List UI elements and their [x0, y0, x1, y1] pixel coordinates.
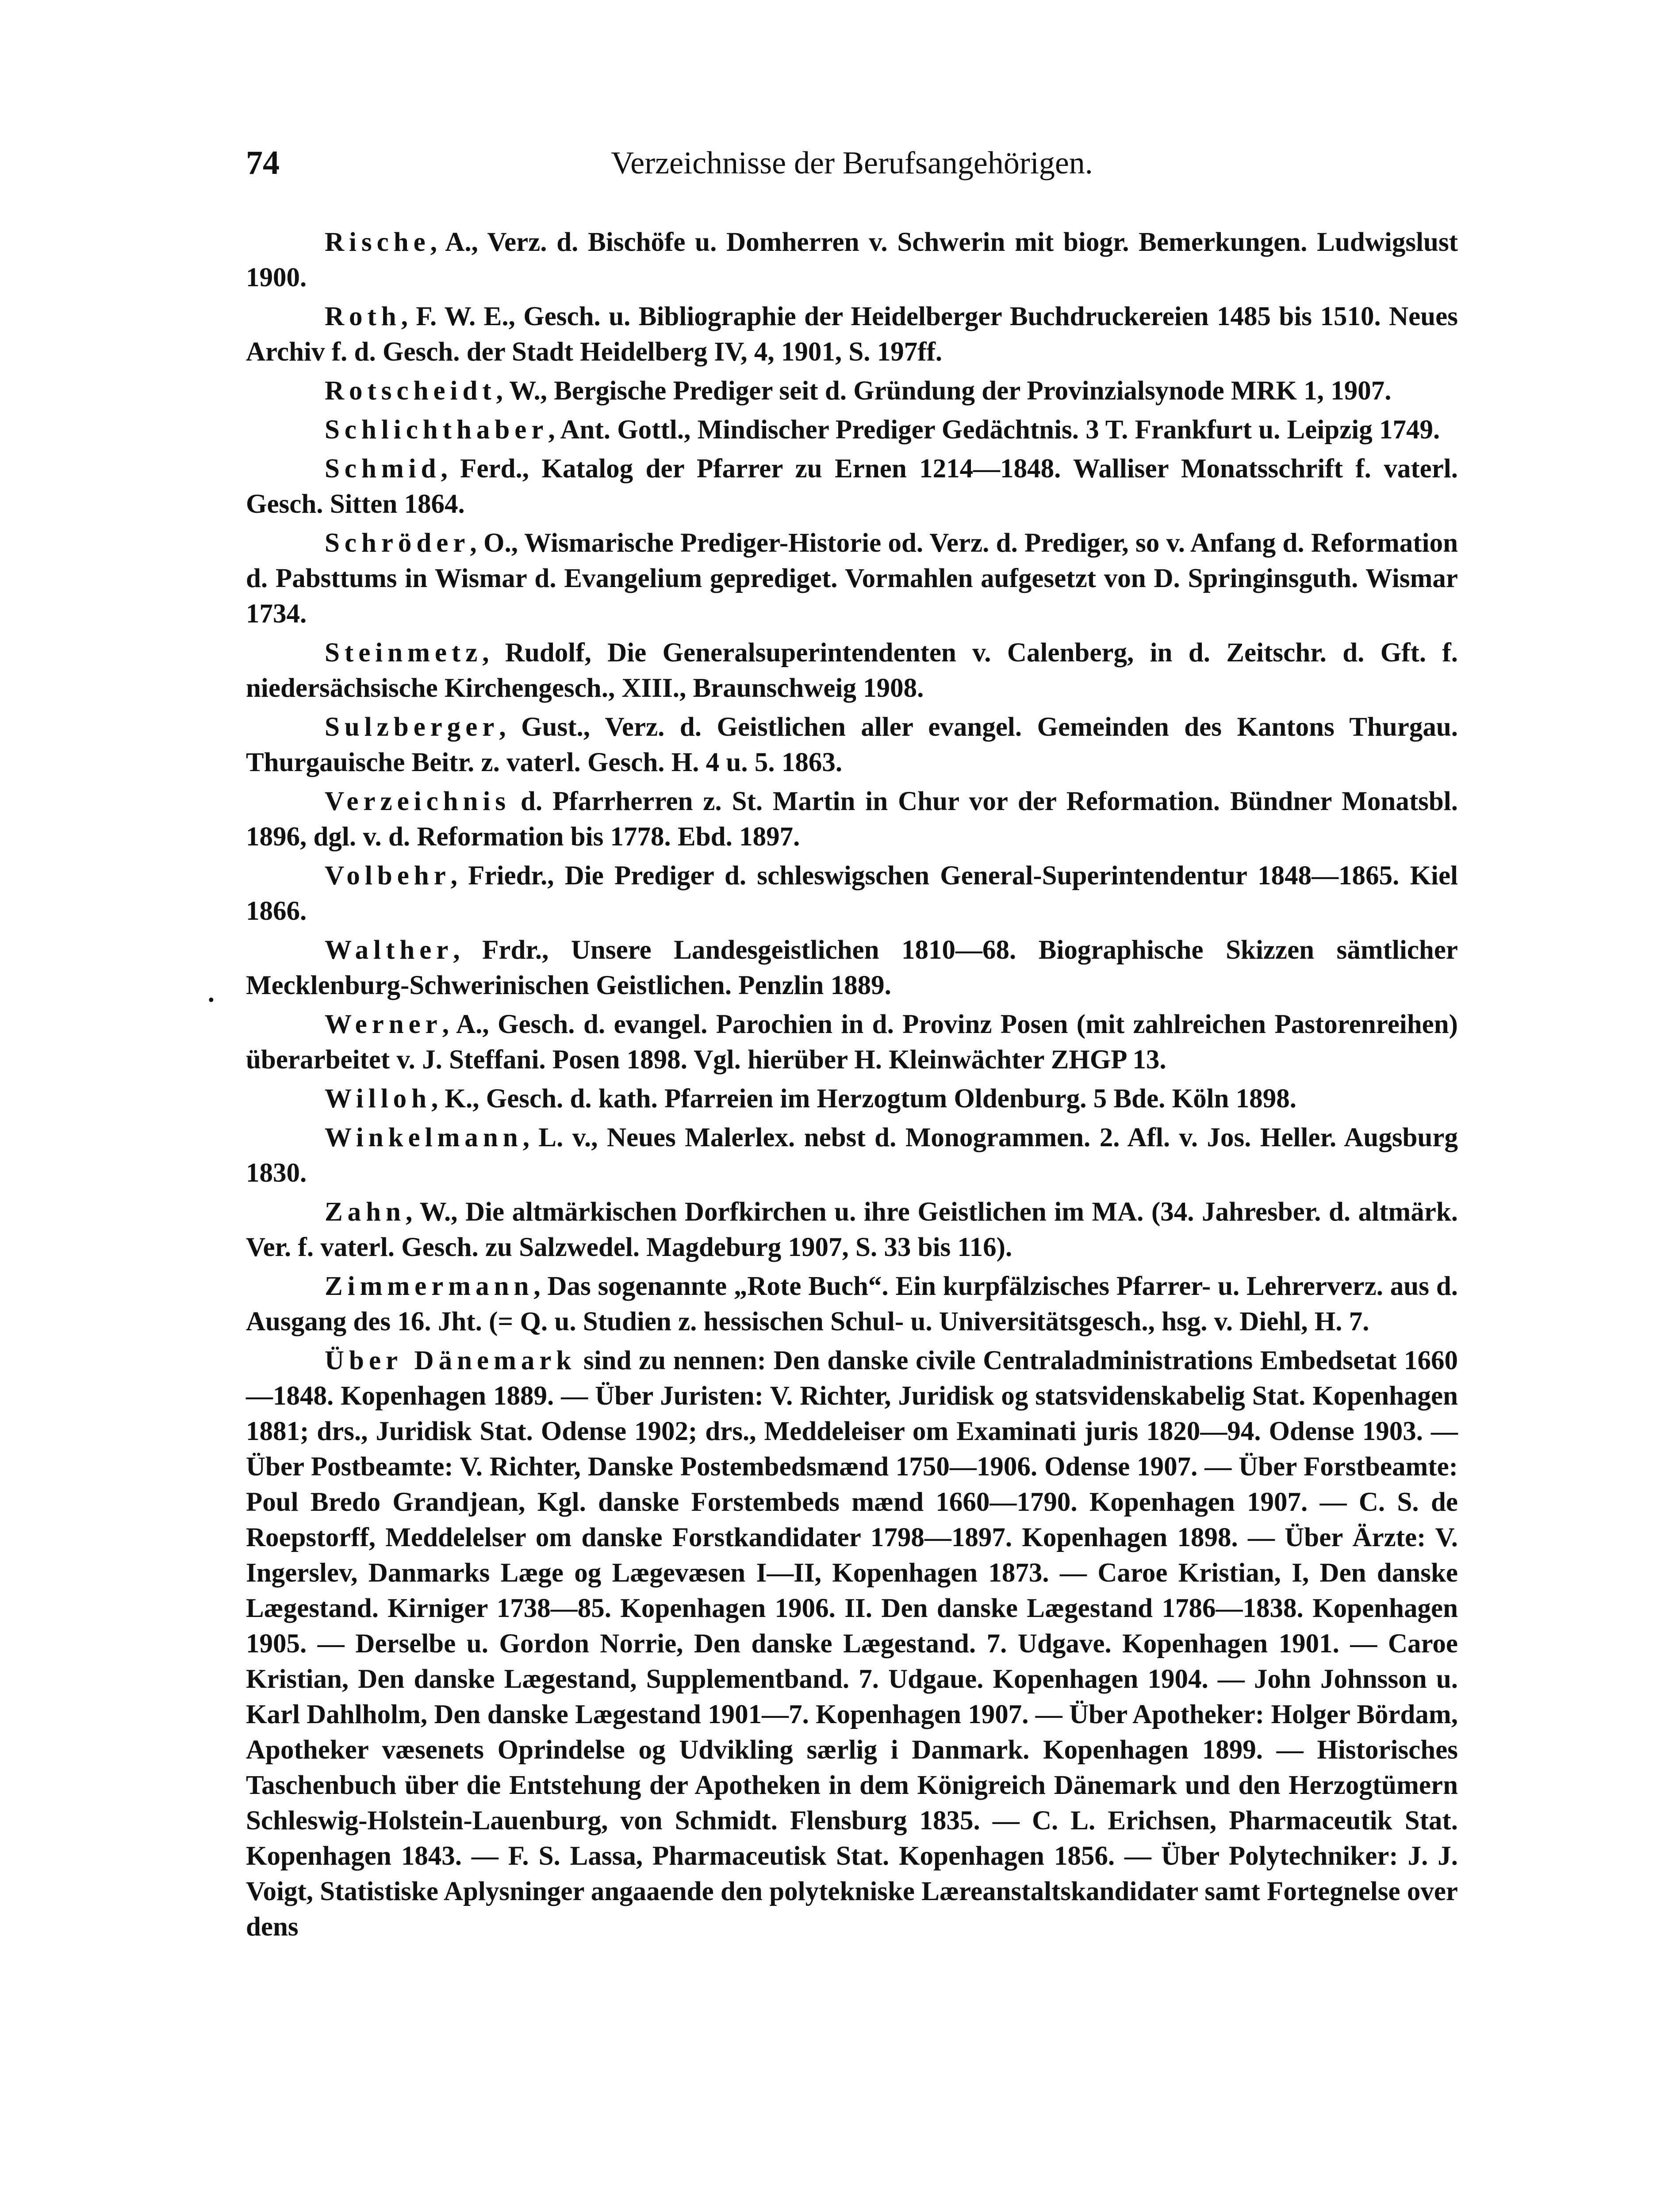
bibliography-entry [246, 1007, 1458, 1078]
entry-text: , F. W. E., Gesch. u. Bibliographie der Heidelberger Buchdruckereien 1485 bis 1510. Neues Archiv f. d. Gesch. der Stadt Heidelberg IV, 4, 1901, S. 197ff. [246, 302, 1458, 367]
author-name: Verzeichnis [325, 787, 511, 816]
author-name: Über Dänemark [325, 1346, 576, 1375]
bibliography-entry [246, 933, 1458, 1003]
author-name: Zahn [325, 1197, 406, 1227]
bibliography-entry [246, 451, 1458, 522]
entry-text: , Ferd., Katalog der Pfarrer zu Ernen 1214—1848. Walliser Monatsschrift f. vaterl. Gesch. Sitten 1864. [246, 454, 1458, 519]
author-name: Willoh [325, 1084, 432, 1114]
margin-dot: • [208, 990, 215, 1010]
entry-text: , Frdr., Unsere Landesgeistlichen 1810—68. Biographische Skizzen sämtlicher Mecklenburg-Schwerinischen Geistlichen. Penzlin 1889. [246, 935, 1458, 1000]
entry-text: , O., Wismarische Prediger-Historie od. Verz. d. Prediger, so v. Anfang d. Reformation d. Pabsttums in Wismar d. Evangelium geprediget. Vormahlen aufgesetzt von D. Springinsguth. Wismar 1734. [246, 528, 1458, 629]
running-title: Verzeichnisse der Berufsangehörigen. [611, 145, 1093, 180]
entry-text: , Rudolf, Die Generalsuperintendenten v. Calenberg, in d. Zeitschr. d. Gft. f. niedersächsische Kirchengesch., XIII., Braunschweig 1908. [246, 638, 1458, 703]
entry-text: , Das sogenannte „Rote Buch“. Ein kurpfälzisches Pfarrer- u. Lehrerverz. aus d. Ausgang des 16. Jht. (= Q. u. Studien z. hessischen Schul- u. Universitätsgesch., hsg. v. Diehl, H. 7. [246, 1271, 1458, 1336]
entry-text: , Ant. Gottl., Mindischer Prediger Gedächtnis. 3 T. Frankfurt u. Leipzig 1749. [548, 415, 1440, 445]
bibliography-entry [246, 1194, 1458, 1265]
bibliography-entry [246, 1120, 1458, 1191]
author-name: Werner [325, 1010, 442, 1039]
author-name: Steinmetz [325, 638, 483, 668]
author-name: Schröder [325, 528, 470, 558]
entry-text: d. Pfarrherren z. St. Martin in Chur vor der Reformation. Bündner Monatsbl. 1896, dgl. v. d. Reformation bis 1778. Ebd. 1897. [246, 787, 1458, 852]
author-name: Zimmermann [325, 1271, 534, 1301]
bibliography-entry [246, 1343, 1458, 1945]
bibliography-entry [246, 225, 1458, 296]
author-name: Rische [325, 227, 430, 257]
author-name: Sulzberger [325, 712, 499, 742]
bibliography-entry [246, 299, 1458, 370]
bibliography-entry [246, 784, 1458, 855]
author-name: Roth [325, 302, 401, 331]
bibliography-entry [246, 858, 1458, 929]
entry-text: , W., Die altmärkischen Dorfkirchen u. ihre Geistlichen im MA. (34. Jahresber. d. altmärk. Ver. f. vaterl. Gesch. zu Salzwedel. Magdeburg 1907, S. 33 bis 116). [246, 1197, 1458, 1262]
bibliography-entry [246, 710, 1458, 780]
page-number: 74 [246, 144, 280, 181]
entry-text: , A., Verz. d. Bischöfe u. Domherren v. Schwerin mit biogr. Bemerkungen. Ludwigslust 1900. [246, 227, 1458, 292]
author-name: Walther [325, 935, 453, 965]
entry-text: , K., Gesch. d. kath. Pfarreien im Herzogtum Oldenburg. 5 Bde. Köln 1898. [431, 1084, 1296, 1114]
entry-text: , A., Gesch. d. evangel. Parochien in d. Provinz Posen (mit zahlreichen Pastorenreihen) überarbeitet v. J. Steffani. Posen 1898. Vgl. hierüber H. Kleinwächter ZHGP 13. [246, 1010, 1458, 1075]
entry-text: sind zu nennen: Den danske civile Centraladministrations Embedsetat 1660—1848. Kopenhagen 1889. — Über Juristen: V. Richter, Juridisk og statsvidenskabelig Stat. Kopenhagen 1881; drs., Juridisk Stat. Odense 1902; drs., Meddeleiser om Examinati juris 1820—94. Odense 1903. — Über Postbeamte: V. Richter, Danske Postembedsmænd 1750—1906. Odense 1907. — Über Forstbeamte: Poul Bredo Grandjean, Kgl. danske Forstembeds mænd 1660—1790. Kopenhagen 1907. — C. S. de Roepstorff, Meddelelser om danske Forstkandidater 1798—1897. Kopenhagen 1898. — Über Ärzte: V. Ingerslev, Danmarks Læge og Lægevæsen I—II, Kopenhagen 1873. — Caroe Kristian, I, Den danske Lægestand. Kirniger 1738—85. Kopenhagen 1906. II. Den danske Lægestand 1786—1838. Kopenhagen 1905. — Derselbe u. Gordon Norrie, Den danske Lægestand. 7. Udgave. Kopenhagen 1901. — Caroe Kristian, Den danske Lægestand, Supplementband. 7. Udgaue. Kopenhagen 1904. — John Johnsson u. Karl Dahlholm, Den danske Lægestand 1901—7. Kopenhagen 1907. — Über Apotheker: Holger Bördam, Apotheker væsenets Oprindelse og Udvikling særlig i Danmark. Kopenhagen 1899. — Historisches Taschenbuch über die Entstehung der Apotheken in dem Königreich Dänemark und den Herzogtümern Schleswig-Holstein-Lauenburg, von Schmidt. Flensburg 1835. — C. L. Erichsen, Pharmaceutik Stat. Kopenhagen 1843. — F. S. Lassa, Pharmaceutisk Stat. Kopenhagen 1856. — Über Polytechniker: J. J. Voigt, Statistiske Aplysninger angaaende den polytekniske Læreanstaltskandidater samt Fortegnelse over dens [246, 1346, 1458, 1942]
author-name: Schmid [325, 454, 441, 484]
page-header [246, 141, 1458, 194]
entry-text: , W., Bergische Prediger seit d. Gründung der Provinzialsynode MRK 1, 1907. [496, 376, 1392, 406]
bibliography-entry [246, 373, 1458, 409]
author-name: Winkelmann [325, 1123, 523, 1152]
author-name: Rotscheidt [325, 376, 496, 406]
bibliography-entry [246, 1269, 1458, 1340]
author-name: Schlichthaber [325, 415, 548, 445]
author-name: Volbehr [325, 861, 451, 891]
bibliography-entry [246, 1081, 1458, 1117]
bibliography-entry [246, 412, 1458, 448]
entry-text: , Gust., Verz. d. Geistlichen aller evangel. Gemeinden des Kantons Thurgau. Thurgauische Beitr. z. vaterl. Gesch. H. 4 u. 5. 1863. [246, 712, 1458, 777]
bibliography-entry [246, 635, 1458, 706]
entry-text: , Friedr., Die Prediger d. schleswigschen General-Superintendentur 1848—1865. Kiel 1866. [246, 861, 1458, 926]
entry-text: , L. v., Neues Malerlex. nebst d. Monogrammen. 2. Afl. v. Jos. Heller. Augsburg 1830. [246, 1123, 1458, 1188]
bibliography-list [246, 225, 1458, 1948]
bibliography-entry [246, 526, 1458, 632]
